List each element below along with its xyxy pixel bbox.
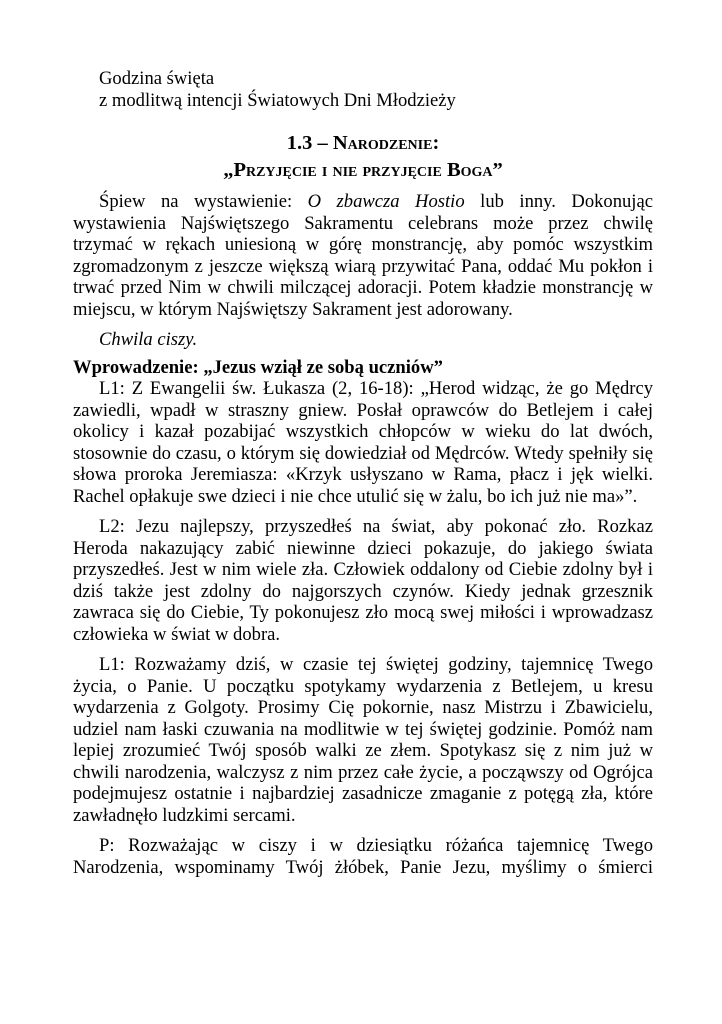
- section-title-line-1: 1.3 – Narodzenie:: [286, 132, 440, 154]
- intro-before: Śpiew na wystawienie:: [99, 191, 308, 212]
- paragraph-l1-reflection: L1: Rozważamy dziś, w czasie tej świętej godziny, tajemnicę Twego życia, o Panie. U początku spotykamy wydarzenia z Betlejem, u kresu wydarzenia z Golgoty. Prosimy Cię pokornie, nasz Mistrzu i Zbawicielu, udziel nam łaski czuwania na modlitwie w tej świętej godzinie. Pomóż nam lepiej zrozumieć Twój sposób walki ze złem. Spotykasz się z nim już w chwili narodzenia, walczysz z nim przez całe życie, a począwszy od Ogrójca podejmujesz ostatnie i najbardziej zasadnicze zmaganie z potęgą zła, które zawładnęło ludzkimi sercami.: [73, 654, 653, 826]
- silence-instruction: Chwila ciszy.: [99, 329, 198, 350]
- paragraph-p: P: Rozważając w ciszy i w dziesiątku różańca tajemnicę Twego Narodzenia, wspominamy Twój żłóbek, Panie Jezu, myślimy o śmierci: [73, 835, 653, 878]
- document-header: [99, 68, 653, 111]
- paragraph-l1-gospel: L1: Z Ewangelii św. Łukasza (2, 16-18): „Herod widząc, że go Mędrcy zawiedli, wpadł w straszny gniew. Posłał oprawców do Betlejem i całej okolicy i kazał pozabijać wszystkich chłopców w wieku do lat dwóch, stosownie do czasu, o którym się dowiedział od Mędrców. Wtedy spełniły się słowa proroka Jeremiasza: «Krzyk usłyszano w Rama, płacz i jęk wielki. Rachel opłakuje swe dzieci i nie chce utulić się w żalu, bo ich już nie ma»”.: [73, 378, 653, 507]
- section-title-line-2: „Przyjęcie i nie przyjęcie Boga”: [223, 159, 503, 181]
- intro-paragraph: [73, 191, 653, 320]
- section-heading: Wprowadzenie: „Jezus wziął ze sobą uczniów”: [73, 356, 443, 378]
- document-page: [73, 68, 653, 878]
- paragraph-l2: L2: Jezu najlepszy, przyszedłeś na świat, aby pokonać zło. Rozkaz Heroda nakazujący zabić niewinne dzieci pokazuje, do jakiego świata przyszedłeś. Jest w nim wiele zła. Człowiek oddalony od Ciebie zdolny był i dziś także jest zdolny do najgorszych czynów. Kiedy jednak grzesznik zawraca się do Ciebie, Ty pokonujesz zło mocą swej miłości i wprowadzasz człowieka w świat w dobra.: [73, 516, 653, 645]
- header-line-2: z modlitwą intencji Światowych Dni Młodzieży: [99, 89, 456, 111]
- header-line-1: Godzina święta: [99, 68, 215, 89]
- intro-after: lub inny. Dokonując wystawienia Najświętszego Sakramentu celebrans może przez chwilę trzymać w rękach uniesioną w górę monstrancję, aby pomóc wszystkim zgromadzonym z jeszcze większą wiarą przywitać Pana, oddać Mu pokłon i trwać przed Nim w chwili milczącej adoracji. Potem kładzie monstrancję w miejscu, w którym Najświętszy Sakrament jest adorowany.: [73, 191, 653, 320]
- section-title: [73, 130, 653, 184]
- song-title: O zbawcza Hostio: [307, 191, 465, 212]
